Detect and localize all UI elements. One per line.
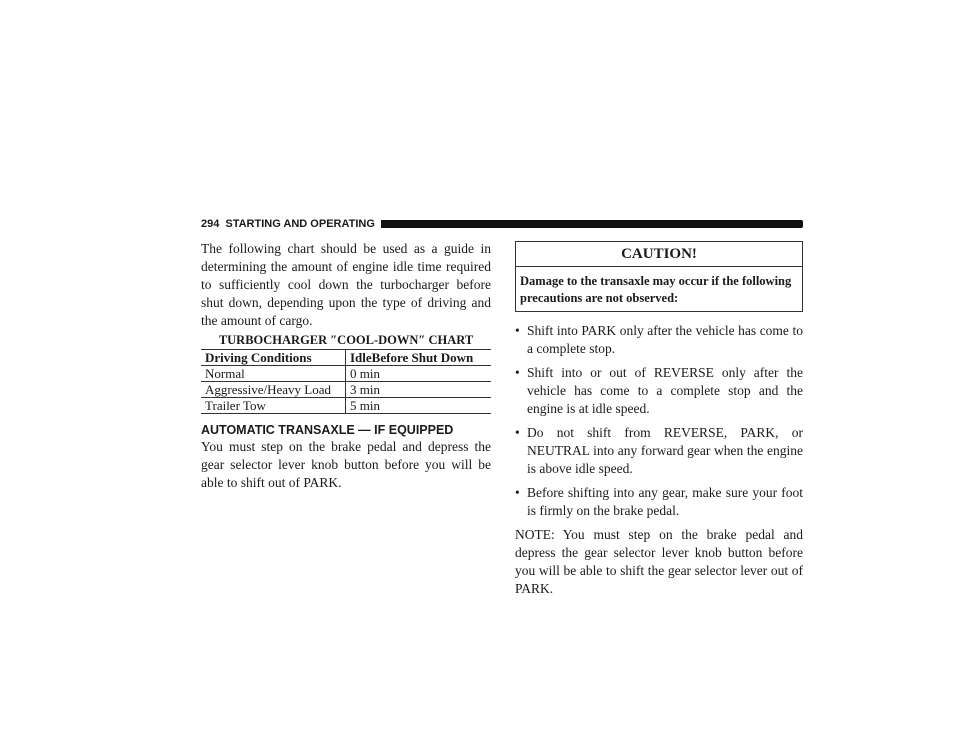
bullet-icon: • bbox=[515, 425, 520, 440]
col-header-conditions: Driving Conditions bbox=[201, 350, 346, 366]
cell-idle-time: 0 min bbox=[346, 366, 492, 382]
intro-paragraph: The following chart should be used as a guide in determining the amount of engine idle time required to sufficiently cool down the turbocharger before shut down, depending upon the type of driving and the amount of cargo. bbox=[201, 241, 491, 328]
table-title: TURBOCHARGER ″COOL-DOWN″ CHART bbox=[218, 333, 474, 347]
bullet-icon: • bbox=[515, 365, 520, 380]
cell-idle-time: 3 min bbox=[346, 382, 492, 398]
caution-title: CAUTION! bbox=[516, 242, 802, 267]
cell-condition: Aggressive/Heavy Load bbox=[201, 382, 346, 398]
left-column bbox=[201, 240, 491, 492]
table-row bbox=[201, 382, 491, 398]
table-row bbox=[201, 398, 491, 414]
note-text: You must step on the brake pedal and depress the gear selector lever knob button before you will be able to shift the gear selector lever out of PARK. bbox=[515, 527, 803, 596]
right-column bbox=[515, 241, 803, 598]
bullet-icon: • bbox=[515, 485, 520, 500]
col-header-idle: IdleBefore Shut Down bbox=[346, 350, 492, 366]
note-paragraph bbox=[515, 526, 803, 598]
note-label: NOTE: bbox=[515, 527, 555, 542]
list-item bbox=[515, 322, 803, 358]
body-paragraph: You must step on the brake pedal and depress the gear selector lever knob button before you will be able to shift out of PARK. bbox=[201, 439, 491, 490]
cell-idle-time: 5 min bbox=[346, 398, 492, 414]
list-item-text: Before shifting into any gear, make sure your foot is firmly on the brake pedal. bbox=[527, 485, 803, 518]
list-item-text: Shift into PARK only after the vehicle has come to a complete stop. bbox=[527, 323, 803, 356]
cool-down-table bbox=[201, 349, 491, 414]
bullet-icon: • bbox=[515, 323, 520, 338]
section-title: STARTING AND OPERATING bbox=[225, 218, 375, 230]
cell-condition: Trailer Tow bbox=[201, 398, 346, 414]
precaution-list bbox=[515, 322, 803, 520]
list-item bbox=[515, 484, 803, 520]
table-row bbox=[201, 366, 491, 382]
section-heading: AUTOMATIC TRANSAXLE — IF EQUIPPED bbox=[201, 423, 454, 437]
list-item bbox=[515, 364, 803, 418]
caution-text: Damage to the transaxle may occur if the following precautions are not observed: bbox=[520, 274, 792, 305]
list-item bbox=[515, 424, 803, 478]
cell-condition: Normal bbox=[201, 366, 346, 382]
page-header bbox=[201, 217, 803, 231]
caution-box bbox=[515, 241, 803, 312]
page-number: 294 bbox=[201, 218, 220, 230]
header-rule bbox=[381, 220, 803, 228]
list-item-text: Do not shift from REVERSE, PARK, or NEUTRAL into any forward gear when the engine is above idle speed. bbox=[527, 425, 803, 476]
table-header-row bbox=[201, 350, 491, 366]
list-item-text: Shift into or out of REVERSE only after the vehicle has come to a complete stop and the engine is at idle speed. bbox=[527, 365, 803, 416]
